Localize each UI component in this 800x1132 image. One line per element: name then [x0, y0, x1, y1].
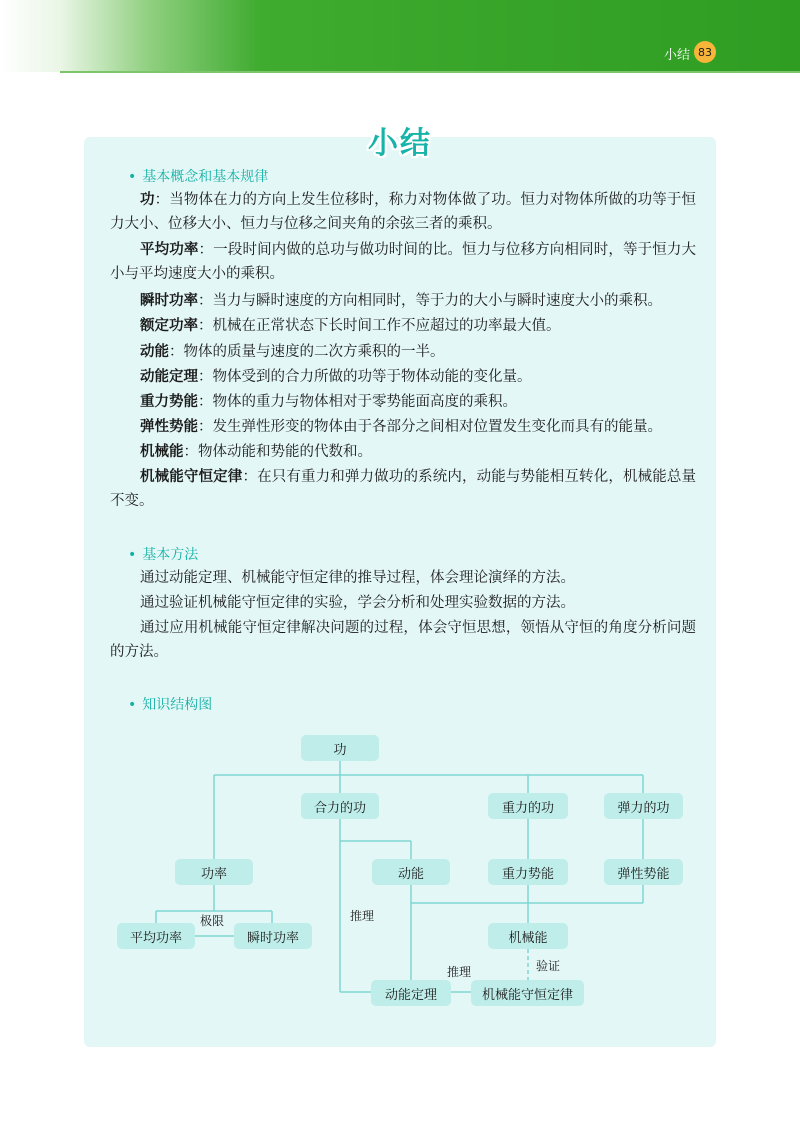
concept-term: 重力势能	[140, 394, 198, 410]
concept-text: ：当物体在力的方向上发生位移时，称力对物体做了功。恒力对物体所做的功等于恒力大小、位移大小、恒力与位移之间夹角的余弦三者的乘积。	[110, 192, 697, 232]
concept-term: 动能	[140, 344, 169, 360]
title-text: 小结	[368, 126, 432, 161]
bullet-dot-icon: •	[128, 547, 137, 563]
bullet-dot-icon: •	[128, 697, 137, 713]
node-kinetic-energy: 动能	[372, 859, 450, 885]
concept-text: ：物体的质量与速度的二次方乘积的一半。	[169, 344, 445, 360]
concept-text: ：发生弹性形变的物体由于各部分之间相对位置发生变化而具有的能量。	[198, 419, 662, 435]
edge-label-limit: 极限	[200, 914, 225, 928]
node-gravity-pe: 重力势能	[488, 859, 568, 885]
edge-label-deduce: 推理	[447, 965, 472, 979]
node-instant-power: 瞬时功率	[234, 923, 312, 949]
node-elastic-work: 弹力的功	[604, 793, 683, 819]
concept-term: 弹性势能	[140, 419, 198, 435]
edge-label-deduce: 推理	[350, 909, 375, 923]
node-work: 功	[301, 735, 379, 761]
section-heading-text: 基本方法	[142, 547, 199, 563]
method-paragraph: 通过应用机械能守恒定律解决问题的过程，体会守恒思想，领悟从守恒的角度分析问题的方法。	[110, 620, 696, 660]
concept-text: ：机械在正常状态下长时间工作不应超过的功率最大值。	[198, 318, 561, 334]
node-average-power: 平均功率	[117, 923, 195, 949]
bullet-dot-icon: •	[128, 169, 137, 185]
concept-text: ：一段时间内做的总功与做功时间的比。恒力与位移方向相同时，等于恒力大小与平均速度大小的乘积。	[110, 242, 697, 282]
concept-text: ：在只有重力和弹力做功的系统内，动能与势能相互转化，机械能总量不变。	[110, 469, 697, 509]
concept-text: ：物体受到的合力所做的功等于物体动能的变化量。	[198, 369, 532, 385]
method-paragraph: 通过动能定理、机械能守恒定律的推导过程，体会理论演绎的方法。	[140, 570, 575, 586]
concept-term: 额定功率	[140, 318, 198, 334]
concept-term: 机械能守恒定律	[140, 469, 243, 485]
edge-label-verify: 验证	[536, 959, 561, 973]
concept-term: 功	[140, 192, 155, 208]
concept-text: ：当力与瞬时速度的方向相同时，等于力的大小与瞬时速度大小的乘积。	[198, 293, 662, 309]
node-power: 功率	[175, 859, 253, 885]
concept-term: 平均功率	[140, 242, 199, 258]
node-net-work: 合力的功	[301, 793, 379, 819]
node-elastic-pe: 弹性势能	[604, 859, 683, 885]
method-paragraph: 通过验证机械能守恒定律的实验，学会分析和处理实验数据的方法。	[140, 595, 575, 611]
concept-text: ：物体动能和势能的代数和。	[183, 444, 372, 460]
concept-term: 瞬时功率	[140, 293, 198, 309]
concept-term: 机械能	[140, 444, 184, 460]
node-conservation-law: 机械能守恒定律	[471, 980, 584, 1006]
running-header-label: 小结	[664, 48, 691, 63]
concept-text: ：物体的重力与物体相对于零势能面高度的乘积。	[198, 394, 517, 410]
concept-term: 动能定理	[140, 369, 198, 385]
section-heading-text: 基本概念和基本规律	[142, 169, 269, 185]
section-heading-text: 知识结构图	[142, 697, 213, 713]
page-number-badge: 83	[694, 41, 716, 63]
node-mechanical-energy: 机械能	[488, 923, 568, 949]
node-ke-theorem: 动能定理	[371, 980, 451, 1006]
node-gravity-work: 重力的功	[488, 793, 568, 819]
